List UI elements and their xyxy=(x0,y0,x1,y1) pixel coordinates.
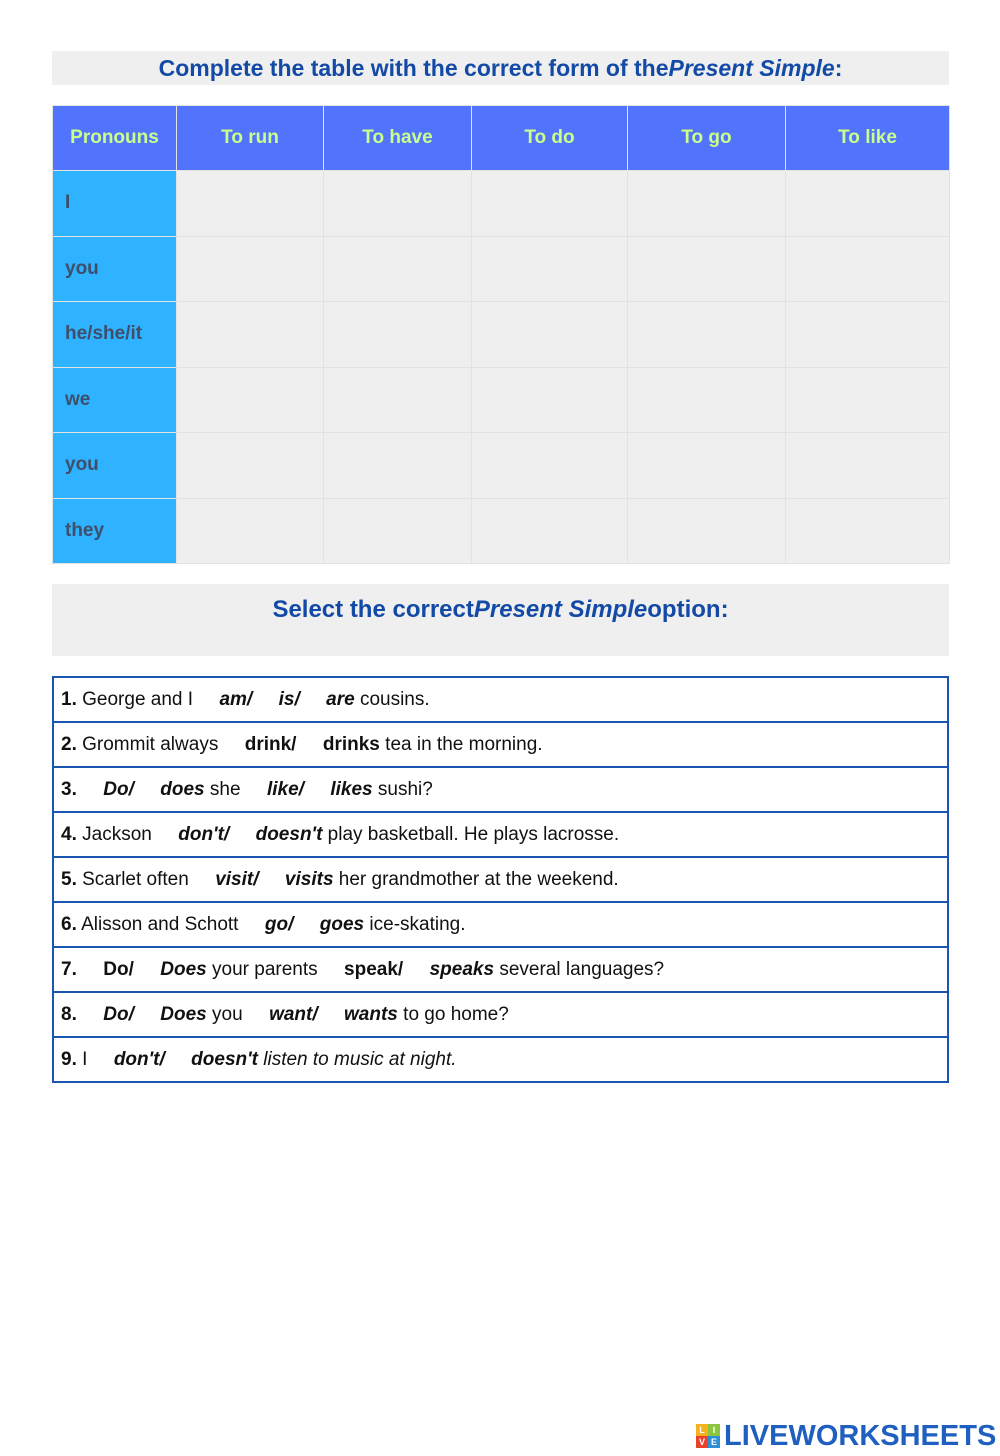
liveworksheets-logo: L I V E LIVEWORKSHEETS xyxy=(696,1420,996,1452)
answer-option[interactable]: don't/ xyxy=(113,1048,165,1070)
answer-cell[interactable] xyxy=(177,236,324,302)
liveworksheets-icon: L I V E xyxy=(696,1424,720,1448)
question-text: cousins. xyxy=(354,688,430,710)
answer-option[interactable]: does xyxy=(160,778,205,800)
answer-option[interactable]: Do/ xyxy=(103,778,134,800)
header-to-go: To go xyxy=(628,106,786,171)
pronoun-cell: you xyxy=(53,236,177,302)
question-text: she xyxy=(204,778,267,800)
question-text: to go home? xyxy=(397,1003,509,1025)
question-text xyxy=(77,959,103,981)
question-text: tea in the morning. xyxy=(379,733,543,755)
header-to-do: To do xyxy=(472,106,628,171)
question-text: listen to music at night. xyxy=(257,1048,457,1070)
question-row xyxy=(54,768,947,813)
question-text: I xyxy=(76,1048,114,1070)
header-pronouns: Pronouns xyxy=(53,106,177,171)
answer-option[interactable]: are xyxy=(326,688,355,710)
pronoun-cell: you xyxy=(53,433,177,499)
question-text: George and I xyxy=(76,688,220,710)
answer-cell[interactable] xyxy=(628,498,786,564)
answer-cell[interactable] xyxy=(324,171,472,237)
question-text: Alisson and Schott xyxy=(76,913,265,935)
question-text: Grommit always xyxy=(76,733,245,755)
question-text: ice-skating. xyxy=(364,913,466,935)
answer-cell[interactable] xyxy=(472,236,628,302)
pronoun-cell: we xyxy=(53,367,177,433)
question-text xyxy=(403,959,429,981)
question-number: 6. xyxy=(61,913,77,935)
question-row xyxy=(54,678,947,723)
question-row xyxy=(54,858,947,903)
header-to-run: To run xyxy=(177,106,324,171)
answer-option[interactable]: speak/ xyxy=(344,958,404,980)
table-row xyxy=(53,302,950,368)
answer-option[interactable]: Do/ xyxy=(103,958,134,980)
answer-cell[interactable] xyxy=(472,171,628,237)
answer-cell[interactable] xyxy=(324,498,472,564)
question-text xyxy=(229,824,255,846)
question-number: 2. xyxy=(61,733,77,755)
table-title: Complete the table with the correct form of the Present Simple : xyxy=(52,51,949,85)
question-row xyxy=(54,1038,947,1081)
question-text xyxy=(259,869,285,891)
answer-option[interactable]: wants xyxy=(344,1003,398,1025)
question-text xyxy=(165,1049,191,1071)
question-number: 3. xyxy=(61,778,77,800)
answer-cell[interactable] xyxy=(177,367,324,433)
answer-cell[interactable] xyxy=(177,171,324,237)
question-text: your parents xyxy=(206,958,345,980)
answer-cell[interactable] xyxy=(628,171,786,237)
answer-option[interactable]: am/ xyxy=(219,688,253,710)
pronoun-cell: he/she/it xyxy=(53,302,177,368)
answer-option[interactable]: doesn't xyxy=(255,823,323,845)
question-text xyxy=(77,1004,103,1026)
answer-cell[interactable] xyxy=(628,236,786,302)
answer-cell[interactable] xyxy=(786,433,950,499)
answer-option[interactable]: go/ xyxy=(264,913,294,935)
answer-cell[interactable] xyxy=(177,302,324,368)
question-text xyxy=(296,734,322,756)
question-text: sushi? xyxy=(372,778,433,800)
answer-option[interactable]: visit/ xyxy=(215,868,259,890)
question-list xyxy=(52,676,949,1083)
answer-cell[interactable] xyxy=(472,433,628,499)
question-row xyxy=(54,948,947,993)
question-number: 7. xyxy=(61,958,77,980)
verb-conjugation-table xyxy=(52,105,950,564)
answer-option[interactable]: drink/ xyxy=(244,733,297,755)
answer-option[interactable]: goes xyxy=(319,913,365,935)
answer-cell[interactable] xyxy=(628,302,786,368)
answer-option[interactable]: speaks xyxy=(429,958,495,980)
answer-cell[interactable] xyxy=(324,236,472,302)
answer-cell[interactable] xyxy=(628,433,786,499)
pronoun-cell: I xyxy=(53,171,177,237)
question-text xyxy=(134,959,160,981)
answer-option[interactable]: visits xyxy=(284,868,334,890)
question-text xyxy=(318,1004,344,1026)
table-header-row xyxy=(53,106,950,171)
answer-cell[interactable] xyxy=(472,302,628,368)
table-row xyxy=(53,433,950,499)
question-text: Jackson xyxy=(76,823,179,845)
answer-cell[interactable] xyxy=(472,367,628,433)
question-row xyxy=(54,723,947,768)
answer-cell[interactable] xyxy=(786,302,950,368)
question-text xyxy=(300,689,326,711)
question-number: 8. xyxy=(61,1003,77,1025)
answer-cell[interactable] xyxy=(324,302,472,368)
table-row xyxy=(53,498,950,564)
table-row xyxy=(53,236,950,302)
question-text: you xyxy=(206,1003,270,1025)
table-row xyxy=(53,367,950,433)
question-row xyxy=(54,813,947,858)
answer-cell[interactable] xyxy=(786,367,950,433)
answer-cell[interactable] xyxy=(324,367,472,433)
table-row xyxy=(53,171,950,237)
question-number: 9. xyxy=(61,1048,77,1070)
question-number: 5. xyxy=(61,868,77,890)
answer-option[interactable]: drinks xyxy=(322,733,380,755)
answer-cell[interactable] xyxy=(628,367,786,433)
question-text: Scarlet often xyxy=(76,868,216,890)
question-text: her grandmother at the weekend. xyxy=(333,868,619,890)
question-text xyxy=(252,689,278,711)
question-text: play basketball. He plays lacrosse. xyxy=(322,823,620,845)
answer-cell[interactable] xyxy=(786,236,950,302)
question-text xyxy=(293,914,319,936)
pronoun-cell: they xyxy=(53,498,177,564)
question-number: 1. xyxy=(61,688,77,710)
answer-option[interactable]: don't/ xyxy=(178,823,230,845)
question-text xyxy=(77,779,103,801)
answer-option[interactable]: Do/ xyxy=(103,1003,134,1025)
answer-option[interactable]: likes xyxy=(330,778,373,800)
question-text: several languages? xyxy=(494,958,665,980)
answer-cell[interactable] xyxy=(472,498,628,564)
answer-cell[interactable] xyxy=(324,433,472,499)
question-text xyxy=(134,1004,160,1026)
answer-cell[interactable] xyxy=(786,171,950,237)
answer-option[interactable]: Does xyxy=(160,1003,207,1025)
answer-option[interactable]: doesn't xyxy=(191,1048,258,1070)
answer-option[interactable]: Does xyxy=(160,958,207,980)
question-text xyxy=(304,779,330,801)
question-row xyxy=(54,903,947,948)
question-row xyxy=(54,993,947,1038)
answer-option[interactable]: like/ xyxy=(266,778,304,800)
question-text xyxy=(134,779,160,801)
question-number: 4. xyxy=(61,823,77,845)
header-to-have: To have xyxy=(324,106,472,171)
answer-cell[interactable] xyxy=(177,498,324,564)
answer-option[interactable]: want/ xyxy=(269,1003,318,1025)
select-section-title: Select the correct Present Simple option: xyxy=(52,584,949,656)
answer-option[interactable]: is/ xyxy=(278,688,300,710)
answer-cell[interactable] xyxy=(177,433,324,499)
answer-cell[interactable] xyxy=(786,498,950,564)
header-to-like: To like xyxy=(786,106,950,171)
